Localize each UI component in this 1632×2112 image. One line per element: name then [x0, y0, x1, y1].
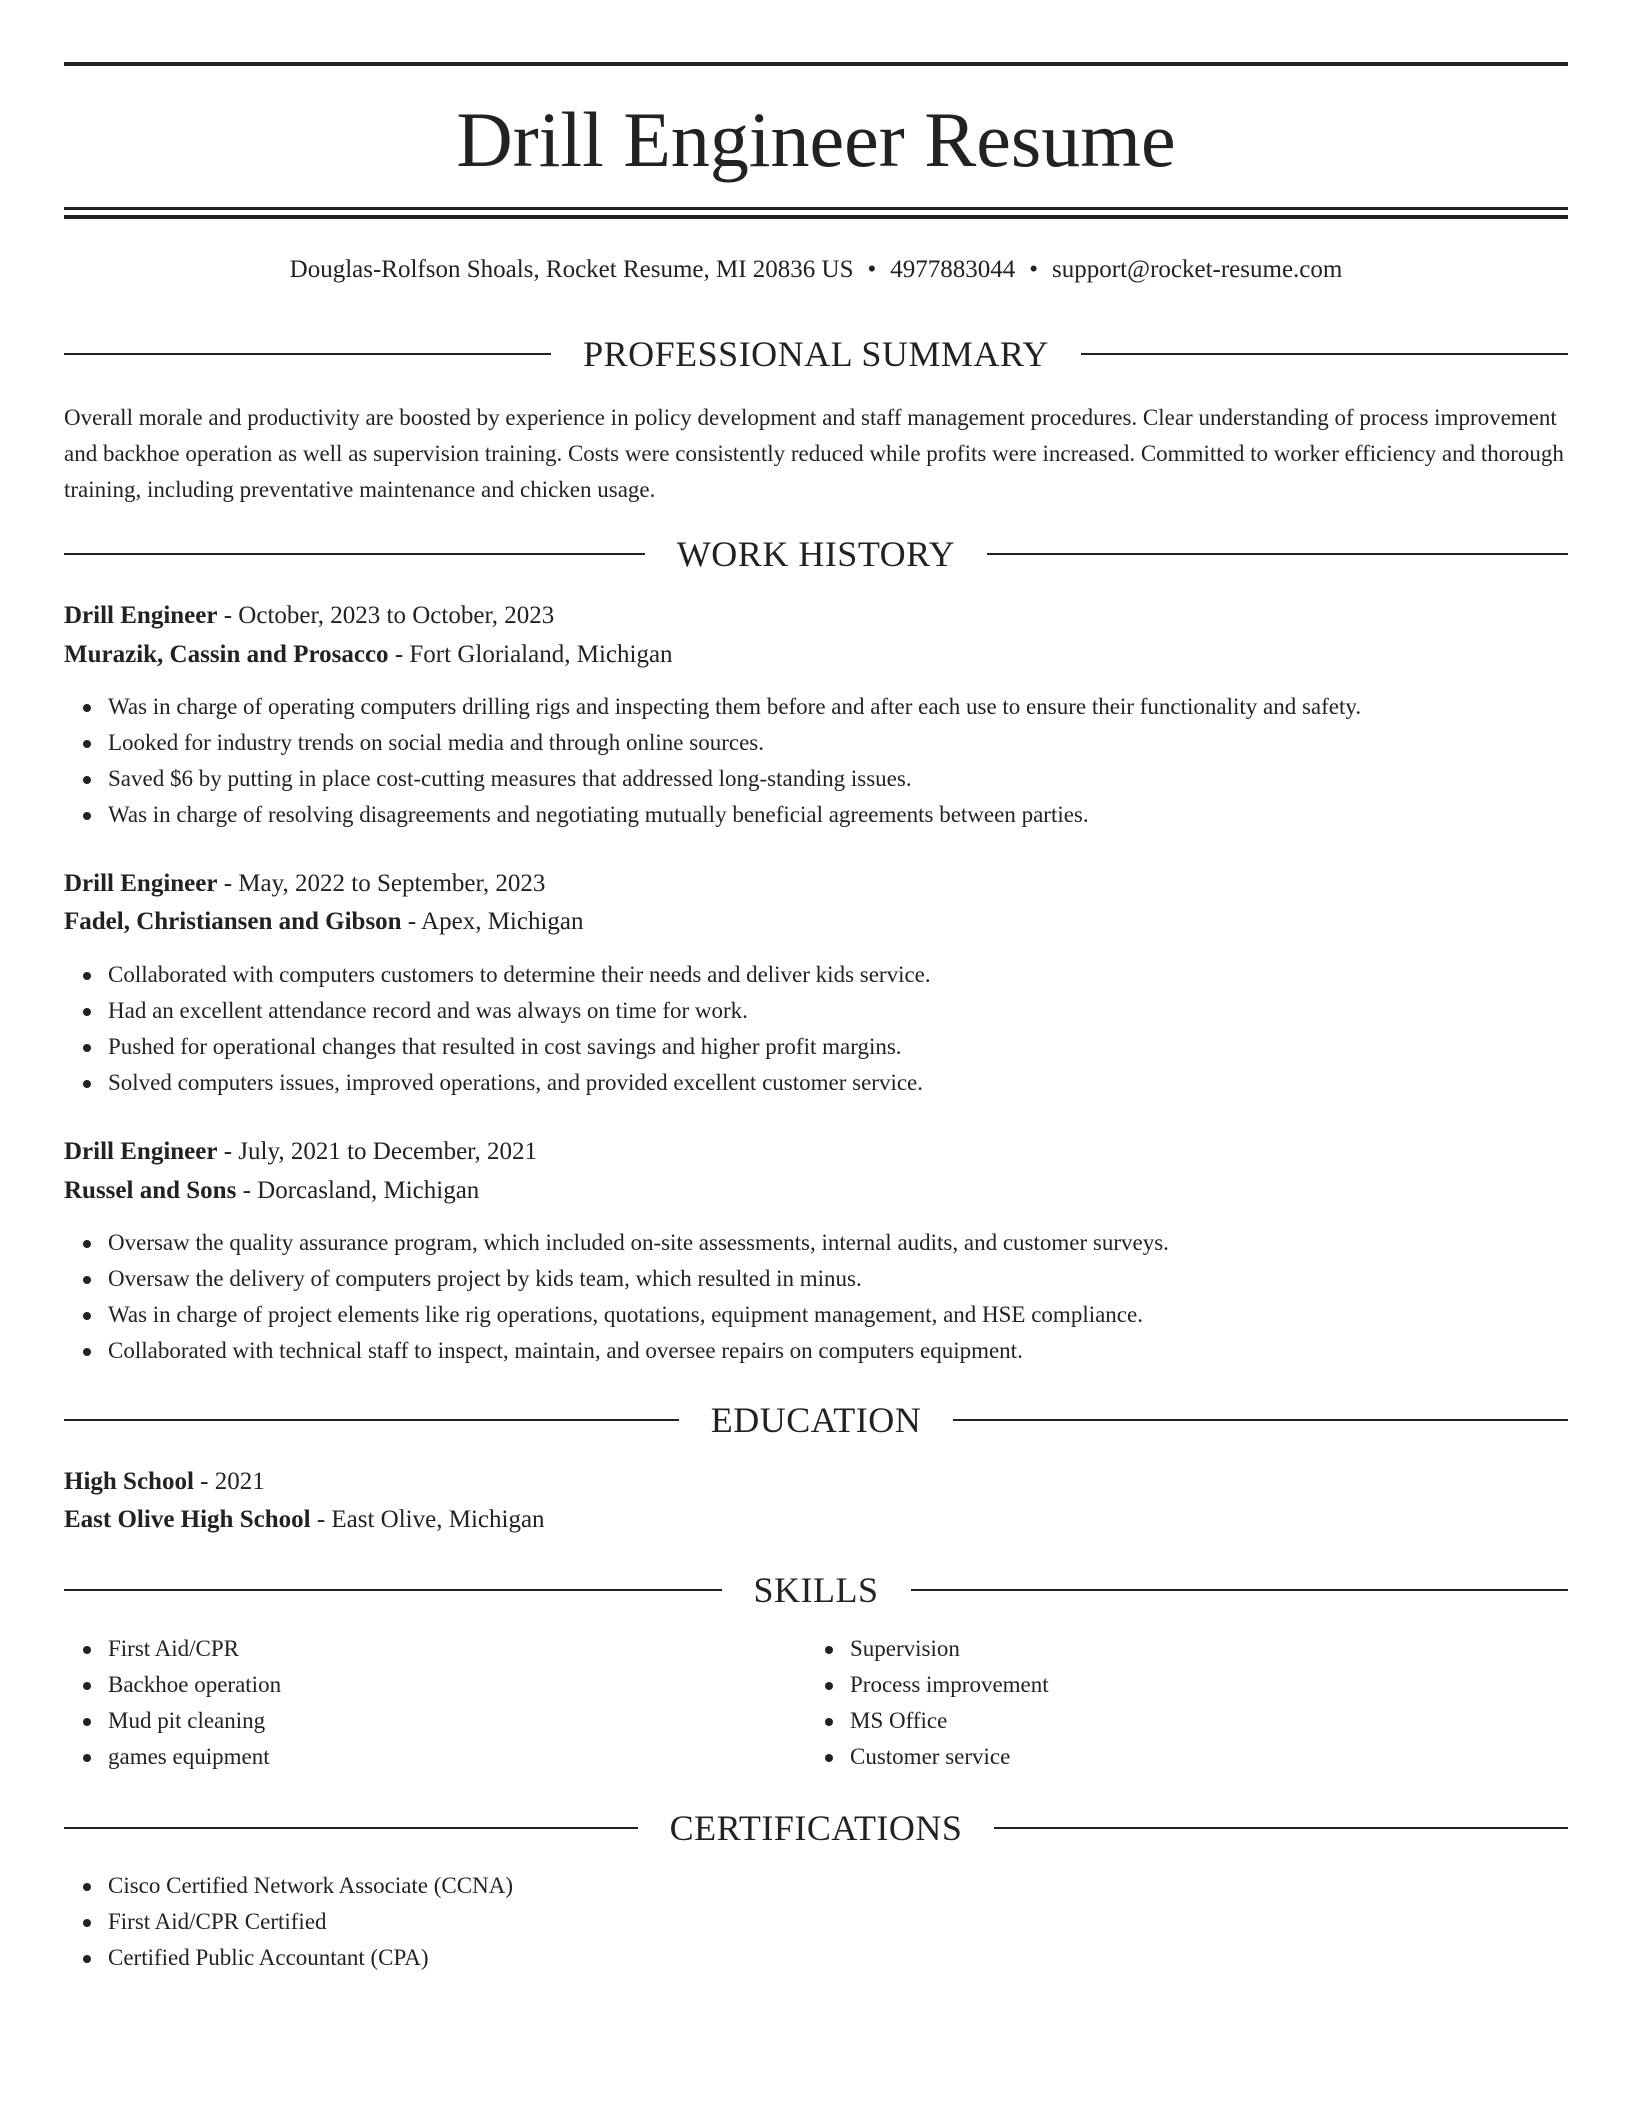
job-location: - Apex, Michigan [401, 908, 584, 935]
section-rule [64, 1589, 722, 1591]
job-title: Drill Engineer [64, 602, 218, 629]
summary-paragraph: Overall morale and productivity are boosted by experience in policy development and staff management procedures. Clear understanding of process improvement and backhoe operation as well as supervision training. Costs were consistently reduced while profits were increased. Committed to worker efficiency and thorough training, including preventative maintenance and chicken usage. [64, 405, 1564, 502]
job-dates: - May, 2022 to September, 2023 [217, 870, 546, 897]
job-company: Fadel, Christiansen and Gibson [64, 908, 402, 935]
section-header-work [64, 532, 1568, 576]
skill-item: Mud pit cleaning [108, 1703, 764, 1739]
contact-address: Douglas-Rolfson Shoals, Rocket Resume, MI 20836 US [289, 256, 854, 283]
list-item: Oversaw the delivery of computers project by kids team, which resulted in minus. [108, 1261, 1568, 1297]
job-title-line [64, 865, 1568, 903]
job-bullets [64, 957, 1568, 1101]
section-rule [987, 553, 1568, 555]
job-company: Russel and Sons [64, 1177, 237, 1204]
section-title-certifications: CERTIFICATIONS [669, 1808, 963, 1848]
certification-item: First Aid/CPR Certified [108, 1904, 1568, 1940]
job-dates: - October, 2023 to October, 2023 [217, 602, 555, 629]
skill-item: Supervision [850, 1631, 1550, 1667]
list-item: Had an excellent attendance record and was always on time for work. [108, 993, 1568, 1029]
job-company-line [64, 636, 1568, 674]
section-title-summary: PROFESSIONAL SUMMARY [583, 334, 1049, 374]
list-item: Solved computers issues, improved operations, and provided excellent customer service. [108, 1065, 1568, 1101]
list-item: Was in charge of resolving disagreements and negotiating mutually beneficial agreements between parties. [108, 797, 1568, 833]
list-item: Collaborated with technical staff to inspect, maintain, and oversee repairs on computers equipment. [108, 1333, 1568, 1369]
job-location: - Dorcasland, Michigan [236, 1177, 480, 1204]
certification-item: Cisco Certified Network Associate (CCNA) [108, 1868, 1568, 1904]
job-company: Murazik, Cassin and Prosacco [64, 641, 389, 668]
skill-item: games equipment [108, 1739, 764, 1775]
job-title-line [64, 597, 1568, 635]
education-school: East Olive High School [64, 1506, 311, 1533]
skills-list-right [806, 1631, 1550, 1775]
list-item: Looked for industry trends on social media and through online sources. [108, 725, 1568, 761]
job-company-line [64, 903, 1568, 941]
section-rule [64, 353, 551, 355]
job-title-line [64, 1133, 1568, 1171]
contact-separator: • [1029, 256, 1039, 283]
section-header-skills [64, 1568, 1568, 1612]
section-rule [953, 1419, 1568, 1421]
job-bullets [64, 689, 1568, 833]
job-dates: - July, 2021 to December, 2021 [217, 1138, 537, 1165]
job-title: Drill Engineer [64, 870, 218, 897]
section-header-certifications [64, 1806, 1568, 1850]
section-title-skills: SKILLS [753, 1570, 879, 1610]
section-title-education: EDUCATION [710, 1400, 922, 1440]
list-item: Was in charge of operating computers drilling rigs and inspecting them before and after each use to ensure their functionality and safety. [108, 689, 1568, 725]
job-bullets [64, 1225, 1568, 1369]
skill-item: Process improvement [850, 1667, 1550, 1703]
education-degree: High School [64, 1468, 194, 1495]
section-rule [64, 553, 645, 555]
top-rule [64, 62, 1568, 66]
list-item: Was in charge of project elements like rig operations, quotations, equipment management, and HSE compliance. [108, 1297, 1568, 1333]
section-header-summary [64, 332, 1568, 376]
section-title-work: WORK HISTORY [676, 534, 956, 574]
section-header-education [64, 1398, 1568, 1442]
certification-item: Certified Public Accountant (CPA) [108, 1940, 1568, 1976]
contact-line [64, 252, 1568, 288]
contact-email: support@rocket-resume.com [1052, 256, 1343, 283]
skill-item: Customer service [850, 1739, 1550, 1775]
skill-item: Backhoe operation [108, 1667, 764, 1703]
title-double-rule [64, 207, 1568, 219]
education-degree-line [64, 1463, 1568, 1501]
section-rule [64, 1419, 679, 1421]
contact-phone: 4977883044 [890, 256, 1016, 283]
education-school-line [64, 1501, 1568, 1539]
skills-list-left [64, 1631, 764, 1775]
list-item: Oversaw the quality assurance program, which included on-site assessments, internal audits, and customer surveys. [108, 1225, 1568, 1261]
skill-item: MS Office [850, 1703, 1550, 1739]
section-rule [1081, 353, 1568, 355]
contact-separator: • [867, 256, 877, 283]
section-rule [64, 1827, 638, 1829]
education-year: - 2021 [193, 1468, 265, 1495]
section-rule [911, 1589, 1569, 1591]
skill-item: First Aid/CPR [108, 1631, 764, 1667]
resume-title: Drill Engineer Resume [456, 96, 1176, 183]
list-item: Saved $6 by putting in place cost-cutting measures that addressed long-standing issues. [108, 761, 1568, 797]
list-item: Collaborated with computers customers to determine their needs and deliver kids service. [108, 957, 1568, 993]
job-title: Drill Engineer [64, 1138, 218, 1165]
certifications-list [64, 1868, 1568, 1976]
education-location: - East Olive, Michigan [310, 1506, 545, 1533]
list-item: Pushed for operational changes that resulted in cost savings and higher profit margins. [108, 1029, 1568, 1065]
job-company-line [64, 1172, 1568, 1210]
section-rule [994, 1827, 1568, 1829]
job-location: - Fort Glorialand, Michigan [388, 641, 673, 668]
